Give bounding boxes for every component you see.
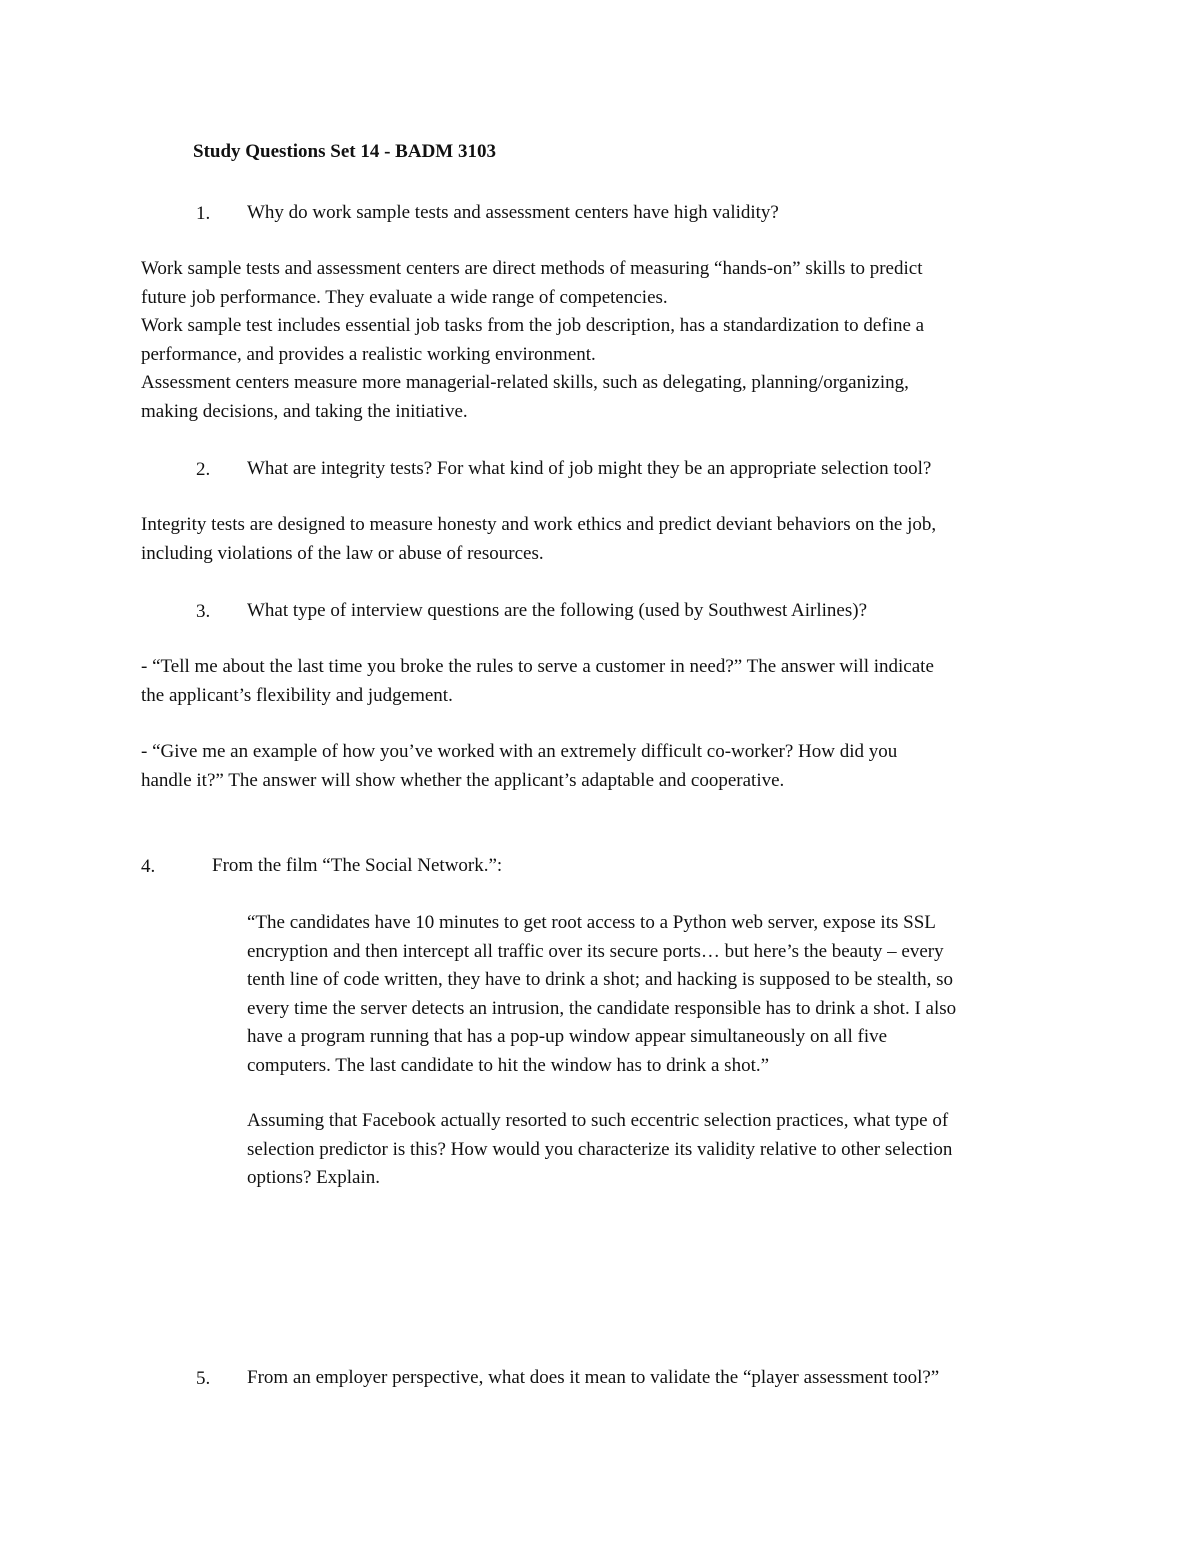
- quote-line: “The candidates have 10 minutes to get root access to a Python web server, expose its SSL: [247, 912, 936, 933]
- answer-2-line: including violations of the law or abuse of resources.: [141, 542, 544, 564]
- answer-1-line: Work sample tests and assessment centers are direct methods of measuring “hands-on” skills to predict: [141, 258, 923, 279]
- answer-1: [141, 255, 924, 426]
- question-3-text: What type of interview questions are the following (used by Southwest Airlines)?: [247, 600, 868, 621]
- question-3-number: 3.: [196, 601, 211, 622]
- answer-3a-line: the applicant’s flexibility and judgement.: [141, 684, 453, 706]
- question-4-prompt: [247, 1107, 952, 1193]
- answer-1-line: performance, and provides a realistic working environment.: [141, 343, 596, 365]
- answer-3a: [141, 653, 934, 710]
- quote-line: encryption and then intercept all traffic over its secure ports… but here’s the beauty – every: [247, 940, 944, 962]
- quote-line: have a program running that has a pop-up window appear simultaneously on all five: [247, 1026, 888, 1047]
- document-title: Study Questions Set 14 - BADM 3103: [193, 141, 496, 162]
- quote-line: tenth line of code written, they have to drink a shot; and hacking is supposed to be stealth, so: [247, 969, 954, 990]
- answer-1-line: making decisions, and taking the initiative.: [141, 400, 468, 422]
- prompt-line: selection predictor is this? How would you characterize its validity relative to other selection: [247, 1138, 953, 1160]
- question-4-number: 4.: [141, 856, 156, 877]
- question-1-text: Why do work sample tests and assessment centers have high validity?: [247, 202, 779, 223]
- question-1-number: 1.: [196, 203, 211, 224]
- question-5-number: 5.: [196, 1368, 211, 1389]
- answer-3b-line: - “Give me an example of how you’ve worked with an extremely difficult co-worker? How did you: [141, 741, 898, 762]
- answer-2-line: Integrity tests are designed to measure honesty and work ethics and predict deviant behaviors on the job,: [141, 514, 937, 535]
- answer-2: [141, 511, 936, 568]
- answer-1-line: Assessment centers measure more managerial-related skills, such as delegating, planning/organizing,: [141, 372, 909, 393]
- answer-1-line: future job performance. They evaluate a wide range of competencies.: [141, 286, 668, 308]
- question-2-number: 2.: [196, 459, 211, 480]
- prompt-line: Assuming that Facebook actually resorted to such eccentric selection practices, what type of: [247, 1110, 949, 1131]
- quote-line: every time the server detects an intrusion, the candidate responsible has to drink a shot. I also: [247, 997, 957, 1019]
- question-4-heading: From the film “The Social Network.”:: [212, 855, 503, 876]
- answer-3a-line: - “Tell me about the last time you broke the rules to serve a customer in need?” The answer will indicate: [141, 656, 934, 677]
- question-4-quote: [247, 909, 956, 1080]
- answer-3b: [141, 738, 897, 795]
- question-5-text: From an employer perspective, what does it mean to validate the “player assessment tool?”: [247, 1367, 940, 1388]
- answer-1-line: Work sample test includes essential job tasks from the job description, has a standardization to define a: [141, 315, 925, 336]
- quote-line: computers. The last candidate to hit the window has to drink a shot.”: [247, 1054, 770, 1076]
- answer-3b-line: handle it?” The answer will show whether the applicant’s adaptable and cooperative.: [141, 769, 785, 791]
- prompt-line: options? Explain.: [247, 1167, 380, 1188]
- question-2-text: What are integrity tests? For what kind of job might they be an appropriate selection tool?: [247, 458, 932, 479]
